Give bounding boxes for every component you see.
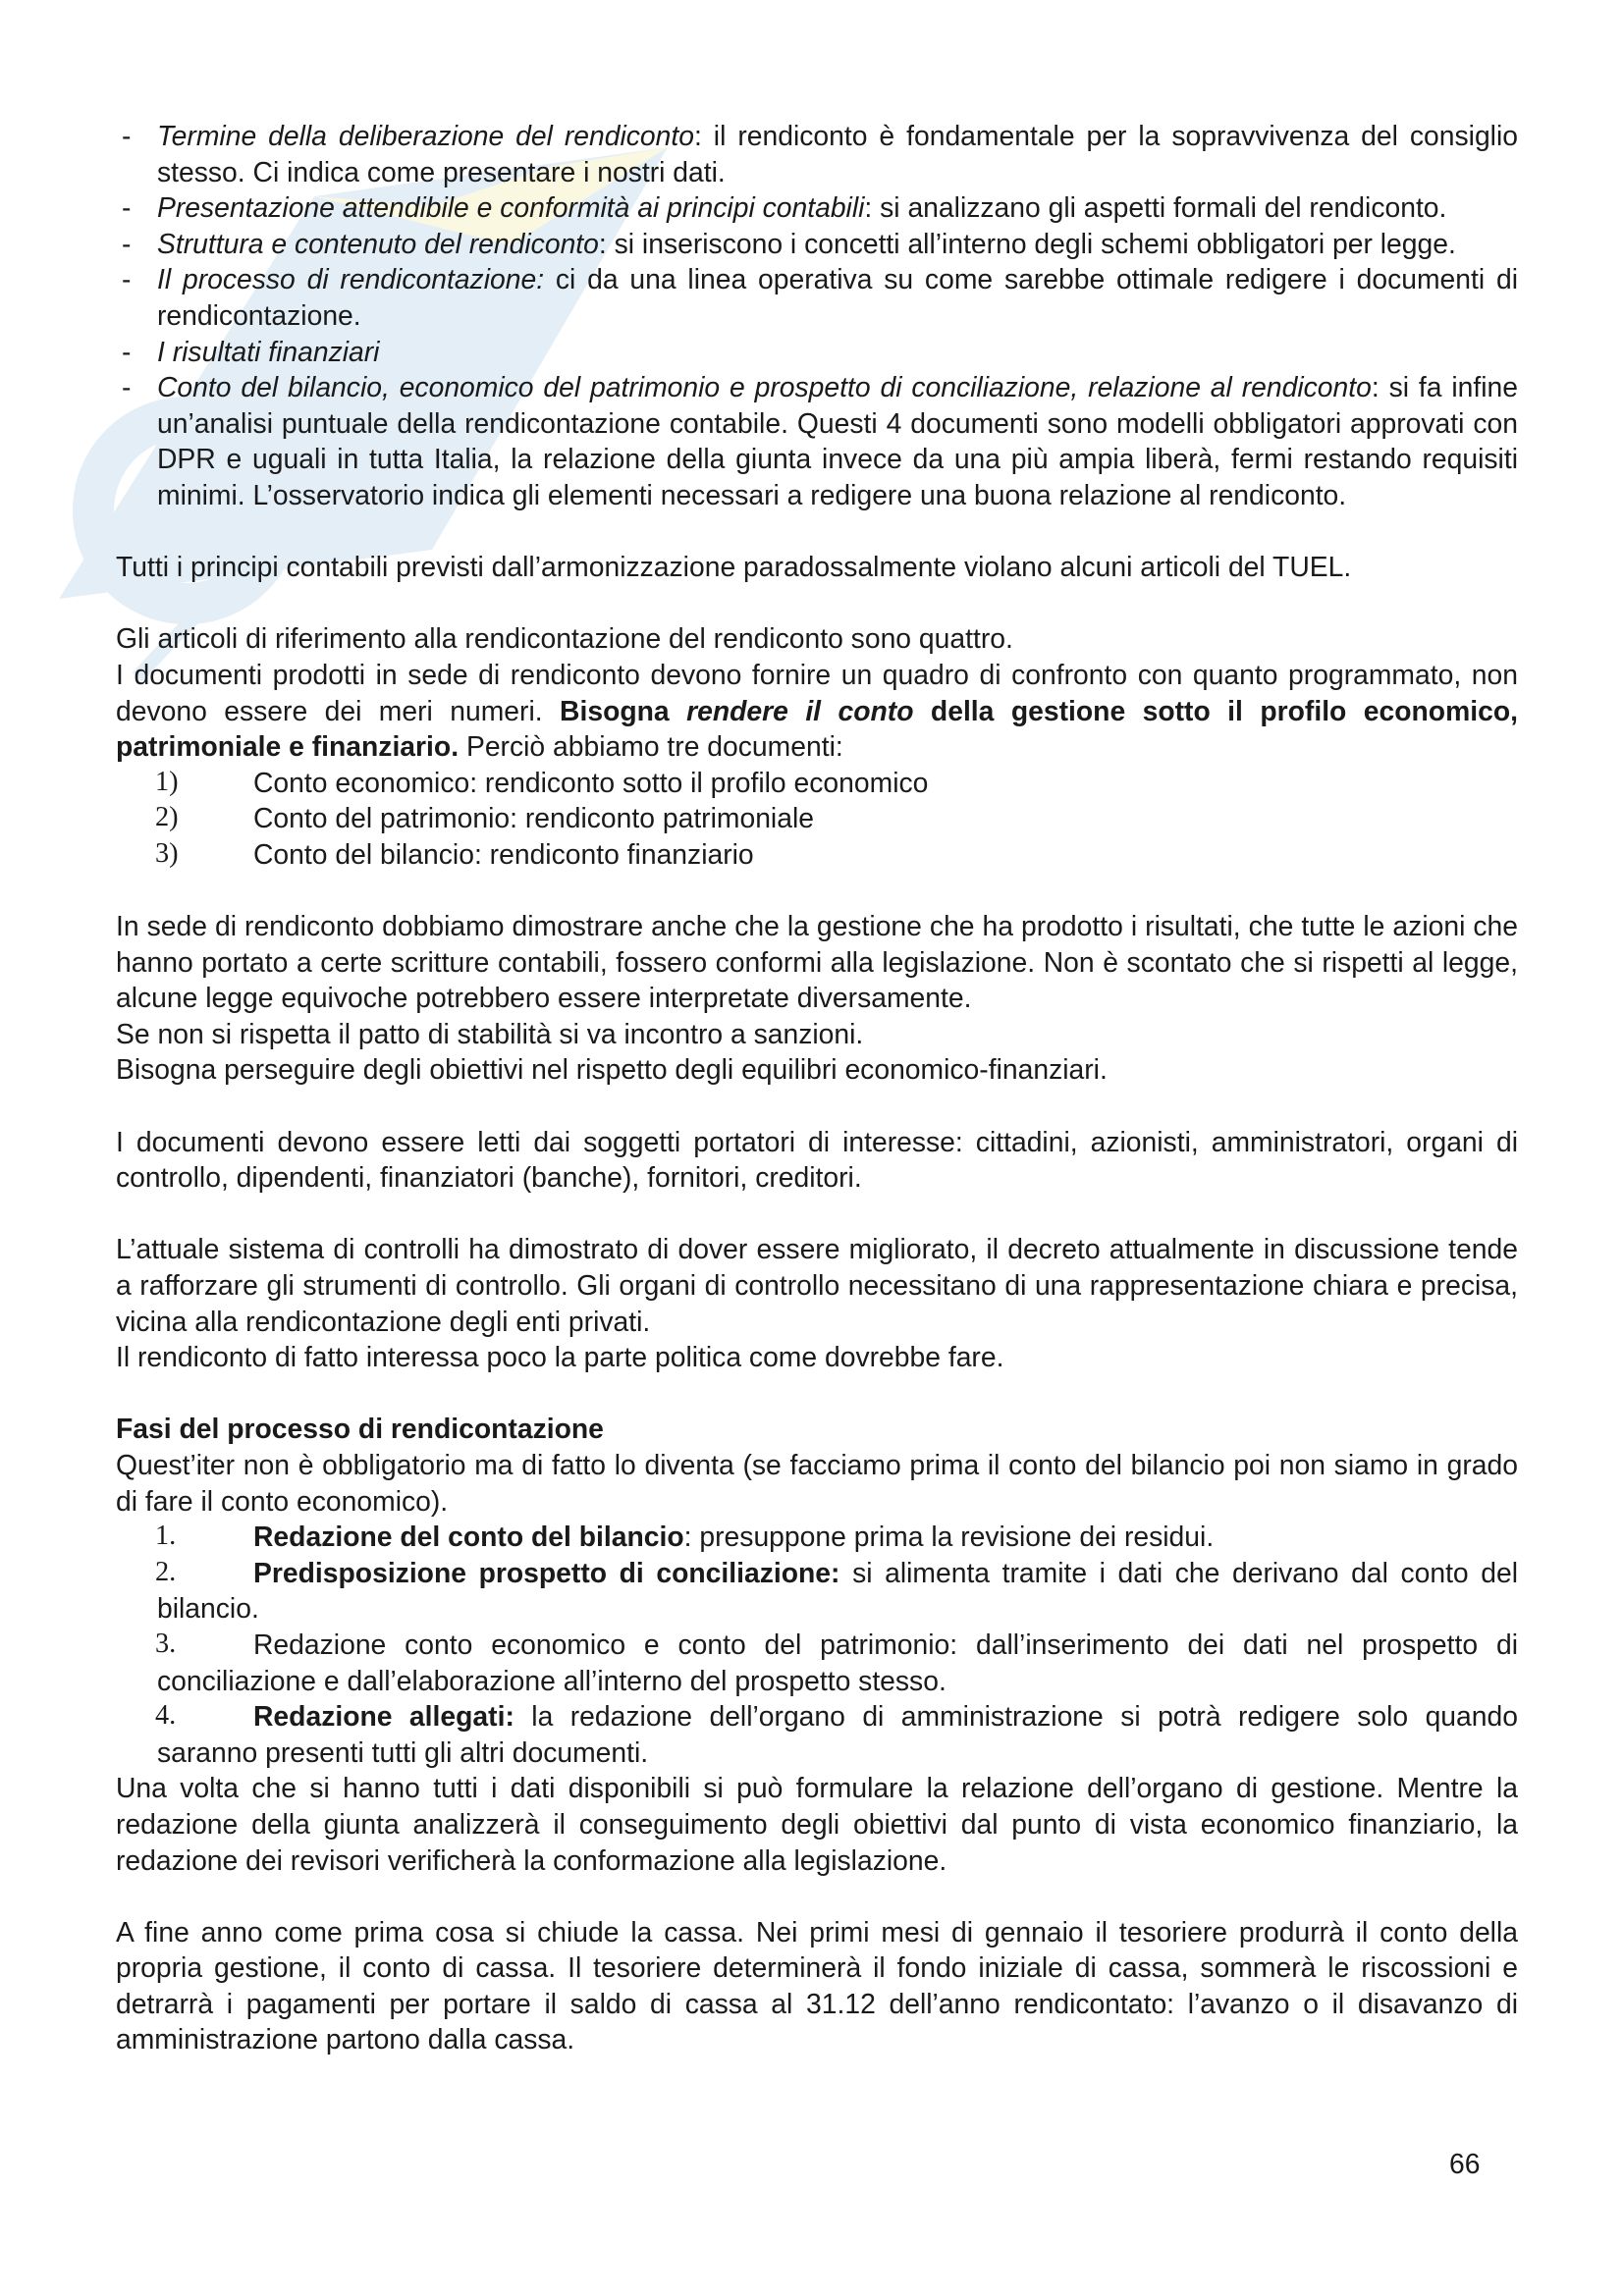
three-documents-list xyxy=(116,765,1518,873)
section-heading: Fasi del processo di rendicontazione xyxy=(116,1413,604,1445)
paragraph-controlli: L’attuale sistema di controlli ha dimostrato di dover essere migliorato, il decreto attualmente in discussione tende a rafforzare gli strumenti di controllo. Gli organi di controllo necessitano di una rappresentazione chiara e precisa, vicina alla rendicontazione degli enti privati. xyxy=(116,1233,1518,1337)
paragraph-iter: Quest’iter non è obbligatorio ma di fatto lo diventa (se facciamo prima il conto del bilancio poi non siamo in grado di fare il conto economico). xyxy=(116,1448,1518,1517)
numbered-item: 1) Conto economico: rendiconto sotto il profilo economico xyxy=(155,766,929,798)
phase-item: 4. Redazione allegati: la redazione dell’organo di amministrazione si potrà redigere solo quando saranno presenti tutti gli altri documenti. xyxy=(155,1700,1518,1768)
numbered-item: 3) Conto del bilancio: rendiconto finanziario xyxy=(155,837,754,870)
paragraph-lettori: I documenti devono essere letti dai soggetti portatori di interesse: cittadini, azionisti, amministratori, organi di controllo, dipendenti, finanziatori (banche), fornitori, creditori. xyxy=(116,1125,1518,1194)
paragraph-relazione: Una volta che si hanno tutti i dati disponibili si può formulare la relazione dell’organo di gestione. Mentre la redazione della giunta analizzerà il conseguimento degli obiettivi dal punto di vista economico finanziario, la redazione dei revisori verificherà la conformazione alla legislazione. xyxy=(116,1772,1518,1876)
paragraph-sede: In sede di rendiconto dobbiamo dimostrare anche che la gestione che ha prodotto i risultati, che tutte le azioni che hanno portato a certe scritture contabili, fossero conformi alla legislazione. Non è scontato che si rispetti al legge, alcune legge equivoche potrebbero essere interpretate diversamente. xyxy=(116,910,1518,1014)
dash-item: - Presentazione attendibile e conformità ai principi contabili: si analizzano gli aspetti formali del rendiconto. xyxy=(122,191,1447,224)
paragraph-politica: Il rendiconto di fatto interessa poco la parte politica come dovrebbe fare. xyxy=(116,1341,1004,1373)
paragraph-cassa: A fine anno come prima cosa si chiude la cassa. Nei primi mesi di gennaio il tesoriere produrrà il conto della propria gestione, il conto di cassa. Il tesoriere determinerà il fondo iniziale di cassa, sommerà le riscossioni e detrarrà i pagamenti per portare il saldo di cassa al 31.12 dell’anno rendicontato: l’avanzo o il disavanzo di amministrazione partono dalla cassa. xyxy=(116,1915,1518,2056)
paragraph-equilibri: Bisogna perseguire degli obiettivi nel rispetto degli equilibri economico-finanziari. xyxy=(116,1053,1108,1086)
document-page xyxy=(116,118,1518,2057)
page-number: 66 xyxy=(1449,2148,1481,2179)
dash-item: - Termine della deliberazione del rendiconto: il rendiconto è fondamentale per la sopravvivenza del consiglio stesso. Ci indica come presentare i nostri dati. xyxy=(122,120,1518,187)
dash-item: - Struttura e contenuto del rendiconto: si inseriscono i concetti all’interno degli schemi obbligatori per legge. xyxy=(122,227,1456,259)
dash-item: - Conto del bilancio, economico del patrimonio e prospetto di conciliazione, relazione al rendiconto: si fa infine un’analisi puntuale della rendicontazione contabile. Questi 4 documenti sono modelli obbligatori approvati con DPR e uguali in tutta Italia, la relazione della giunta invece da una più ampia liberà, fermi restando requisiti minimi. L’osservatorio indica gli elementi necessari a redigere una buona relazione al rendiconto. xyxy=(122,371,1518,510)
paragraph-articoli: Gli articoli di riferimento alla rendicontazione del rendiconto sono quattro. xyxy=(116,622,1013,655)
phase-item: 2. Predisposizione prospetto di conciliazione: si alimenta tramite i dati che derivano dal conto del bilancio. xyxy=(155,1556,1519,1625)
paragraph-sanzioni: Se non si rispetta il patto di stabilità si va incontro a sanzioni. xyxy=(116,1017,864,1049)
phase-item: 3. Redazione conto economico e conto del patrimonio: dall’inserimento dei dati nel prospetto di conciliazione e dall’elaborazione all’interno del prospetto stesso. xyxy=(155,1628,1518,1696)
intro-dash-list xyxy=(116,118,1518,513)
paragraph-tuel: Tutti i principi contabili previsti dall’armonizzazione paradossalmente violano alcuni articoli del TUEL. xyxy=(116,551,1352,583)
numbered-item: 2) Conto del patrimonio: rendiconto patrimoniale xyxy=(155,802,814,834)
dash-item: - I risultati finanziari xyxy=(122,335,380,367)
phase-item: 1. Redazione del conto del bilancio: presuppone prima la revisione dei residui. xyxy=(155,1521,1215,1553)
paragraph-documenti: I documenti prodotti in sede di rendiconto devono fornire un quadro di confronto con quanto programmato, non devono essere dei meri numeri. Bisogna rendere il conto della gestione sotto il profilo economico, patrimoniale e finanziario. Perciò abbiamo tre documenti: xyxy=(116,658,1518,763)
dash-item: - Il processo di rendicontazione: ci da una linea operativa su come sarebbe ottimale redigere i documenti di rendicontazione. xyxy=(122,263,1519,331)
phases-list xyxy=(116,1519,1518,1770)
